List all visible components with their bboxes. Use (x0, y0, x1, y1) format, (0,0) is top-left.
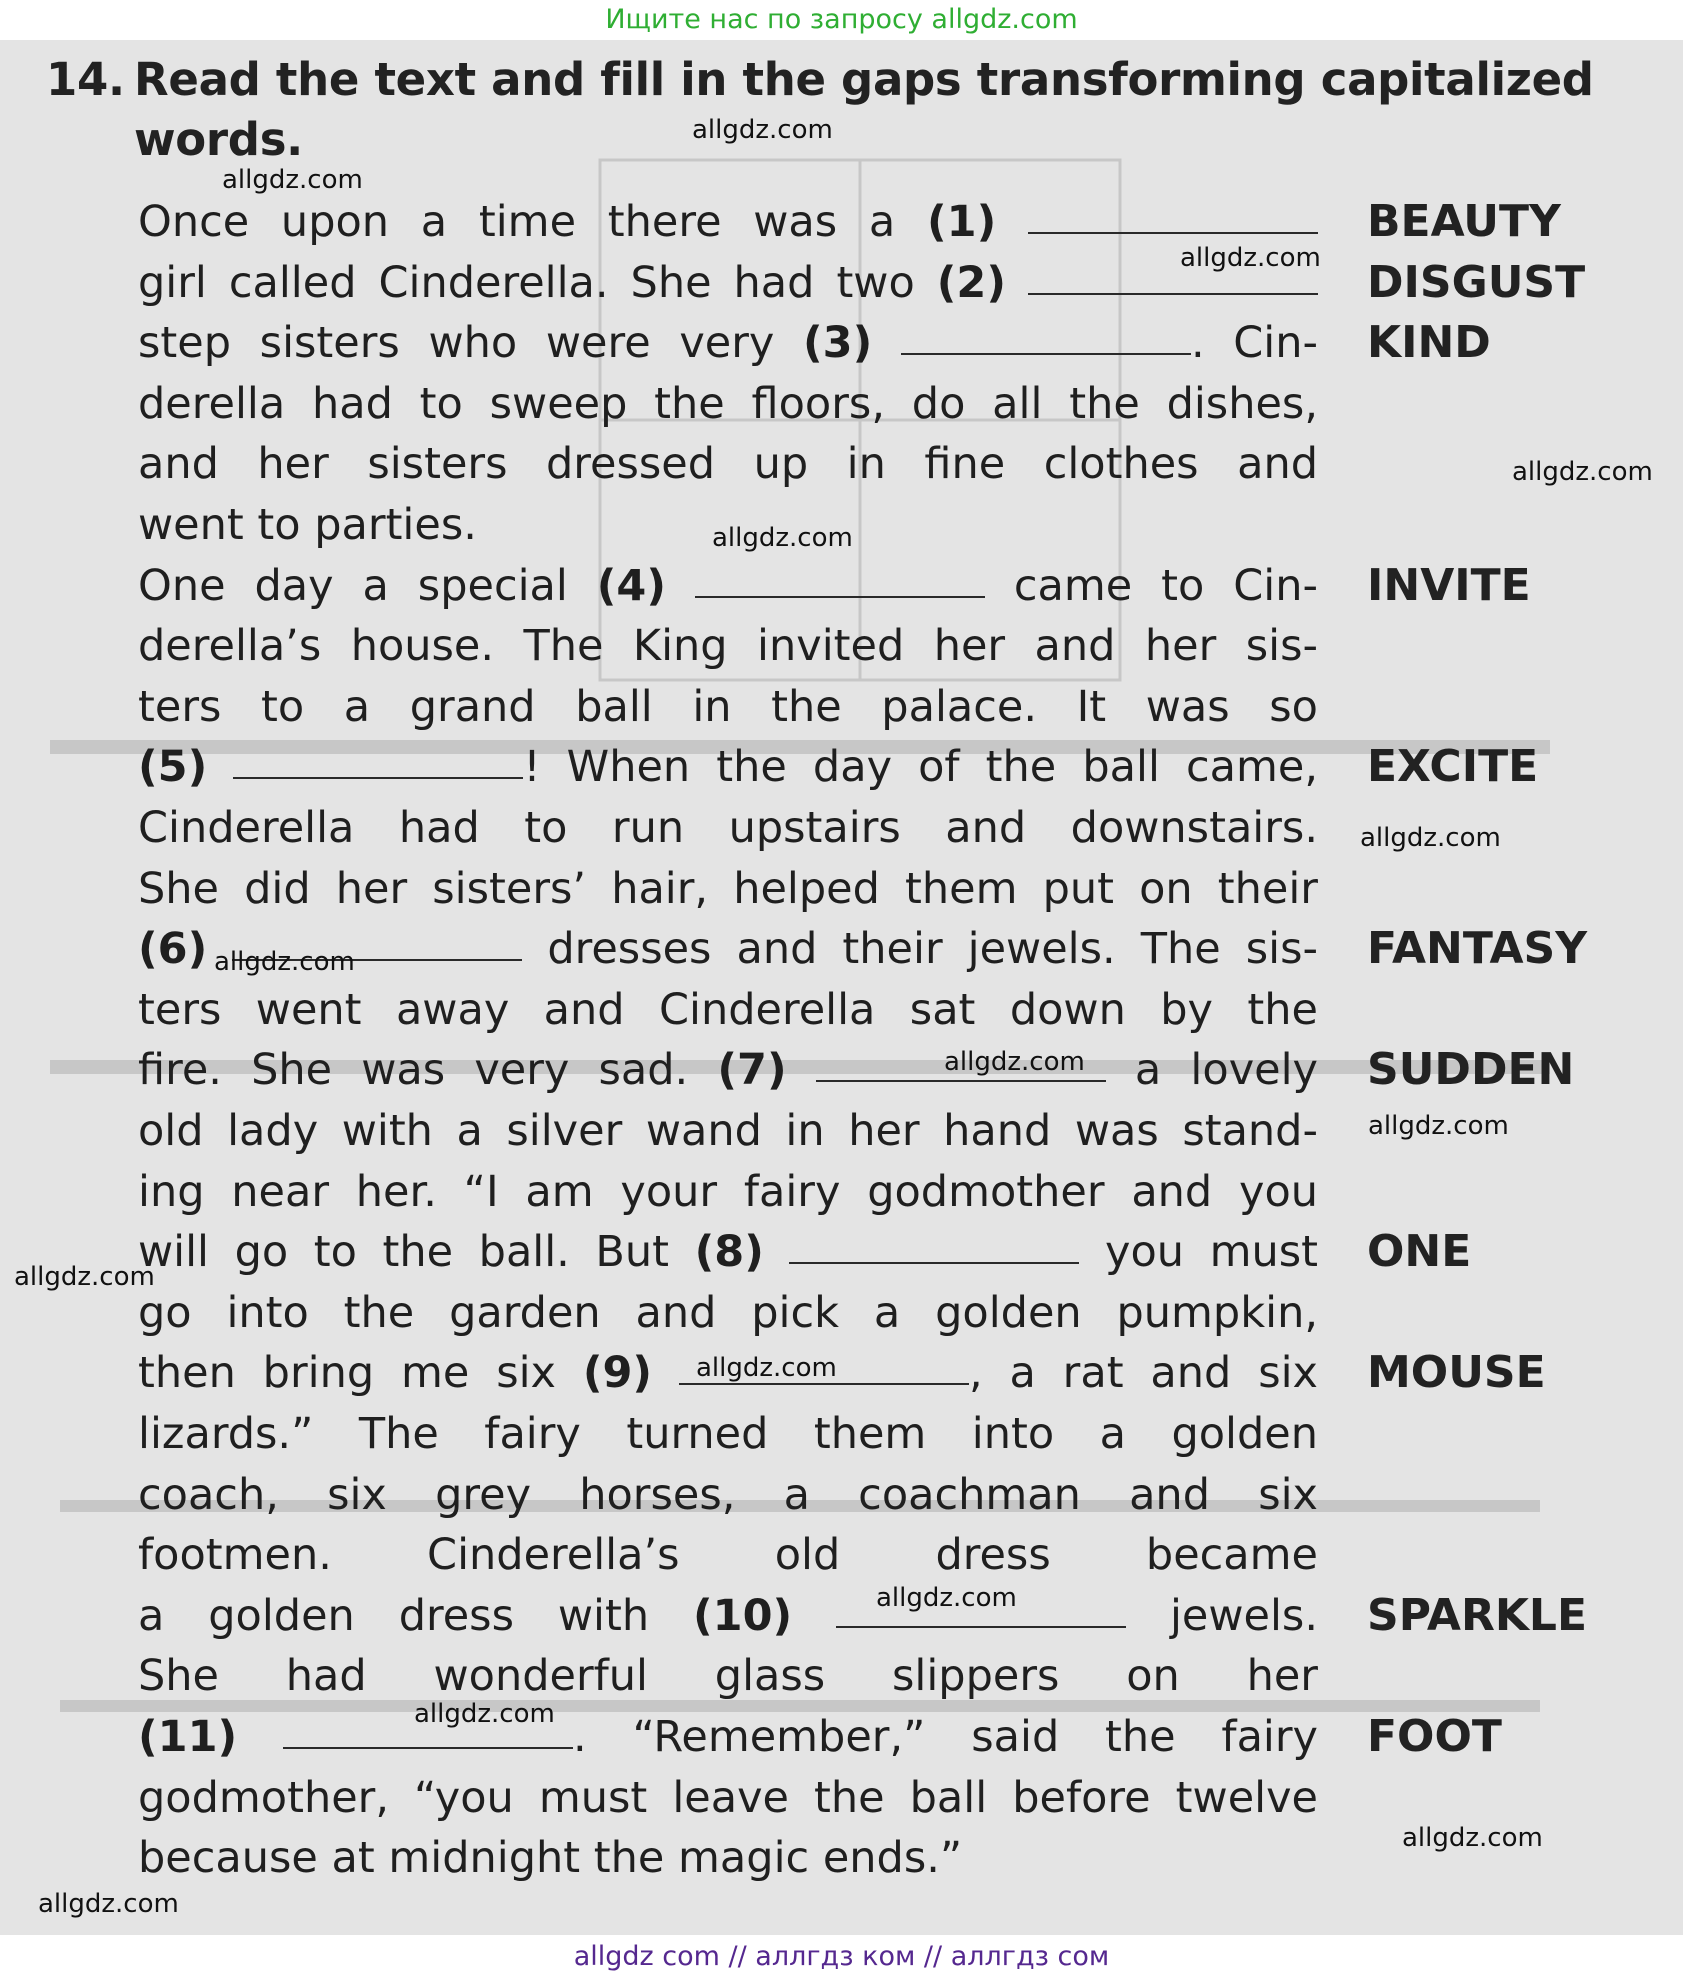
passage-text: dresses and their jewels. The sis- (522, 924, 1318, 975)
passage-text: ters to a grand ball in the palace. It was so (138, 681, 1318, 732)
passage-line (138, 616, 1318, 676)
top-banner[interactable]: Ищите нас по запросу allgdz.com (0, 0, 1683, 40)
passage-line (138, 1222, 1318, 1282)
passage-line (138, 192, 1318, 252)
passage-text: One day a special (138, 560, 597, 611)
passage-text: Once upon a time there was a (138, 197, 928, 247)
watermark: allgdz.com (712, 523, 853, 553)
watermark: allgdz.com (1360, 823, 1501, 853)
passage-text: fire. She was very sad. (138, 1045, 718, 1096)
passage-text: a lovely (1105, 1045, 1318, 1096)
passage-text: She had wonderful glass slippers on her (138, 1651, 1318, 1702)
capitalized-word: EXCITE (1367, 741, 1539, 793)
passage-line (138, 1768, 1318, 1828)
passage-line (138, 1525, 1318, 1585)
passage-line (138, 798, 1318, 858)
gap-number: (10) (693, 1590, 793, 1641)
passage-text: godmother, “you must leave the ball before twelve (138, 1772, 1318, 1823)
passage-line (138, 1101, 1318, 1161)
capitalized-word: BEAUTY (1367, 196, 1561, 247)
exercise-heading (46, 50, 1656, 170)
gap-number: (11) (138, 1712, 238, 1762)
gap-number: (4) (596, 560, 667, 611)
watermark: allgdz.com (222, 165, 363, 195)
gap-number: (7) (717, 1045, 787, 1096)
passage-text: girl called Cinderella. She had two (138, 257, 937, 308)
watermark: allgdz.com (1512, 457, 1653, 487)
passage-text: a golden dress with (138, 1590, 693, 1641)
passage-line (138, 434, 1318, 494)
passage-line (138, 1586, 1318, 1646)
capitalized-word: KIND (1367, 317, 1491, 369)
gap-number: (5) (138, 742, 208, 793)
passage-text: ters went away and Cinderella sat down by the (138, 984, 1318, 1035)
capitalized-word: INVITE (1367, 559, 1531, 611)
passage-line (138, 677, 1318, 737)
passage-line (138, 556, 1318, 616)
passage-text: you must (1079, 1227, 1318, 1278)
bottom-banner[interactable]: allgdz com // аллгдз ком // аллгдз сом (0, 1935, 1683, 1979)
passage-text: lizards.” The fairy turned them into a golden (138, 1409, 1318, 1459)
fill-in-gap[interactable] (1028, 289, 1318, 295)
passage-line (138, 1404, 1318, 1464)
watermark: allgdz.com (414, 1699, 555, 1729)
passage-line (138, 1707, 1318, 1767)
fill-in-gap[interactable] (1028, 228, 1318, 234)
capitalized-word: ONE (1367, 1226, 1472, 1278)
passage-text: jewels. (1126, 1590, 1318, 1641)
passage-text: go into the garden and pick a golden pumpkin, (138, 1287, 1318, 1338)
passage-text: then bring me six (138, 1348, 583, 1399)
watermark: allgdz.com (1180, 243, 1321, 273)
passage-text: derella had to sweep the floors, do all the dishes, (138, 378, 1318, 429)
capitalized-word: FANTASY (1367, 923, 1588, 975)
passage-text: will go to the ball. But (138, 1227, 695, 1278)
passage-line (138, 313, 1318, 373)
watermark: allgdz.com (38, 1889, 179, 1919)
passage-line (138, 859, 1318, 919)
passage-text: . Cin- (1190, 318, 1319, 369)
passage-line (138, 253, 1318, 313)
watermark: allgdz.com (692, 115, 833, 145)
passage-line (138, 980, 1318, 1040)
capitalized-word: FOOT (1367, 1711, 1502, 1762)
watermark: allgdz.com (14, 1262, 155, 1292)
capitalized-word: SPARKLE (1367, 1589, 1588, 1641)
gap-number: (2) (936, 257, 1007, 308)
passage-text: derella’s house. The King invited her and her sis- (138, 621, 1318, 672)
fill-in-gap[interactable] (789, 1258, 1079, 1264)
passage-line (138, 374, 1318, 434)
passage-text: Cinderella had to run upstairs and downstairs. (138, 803, 1318, 853)
passage-line (138, 1162, 1318, 1222)
passage-line (138, 1040, 1318, 1100)
passage-text: went to parties. (138, 500, 477, 550)
passage-text: came to Cin- (984, 560, 1318, 611)
gap-number: (8) (694, 1227, 764, 1278)
passage-line (138, 737, 1318, 797)
passage-text: coach, six grey horses, a coachman and six (138, 1469, 1318, 1520)
fill-in-gap[interactable] (283, 1743, 573, 1749)
gap-number: (6) (138, 924, 208, 975)
passage-text: ! When the day of the ball came, (523, 742, 1318, 793)
passage-line (138, 1828, 1318, 1888)
gap-number: (9) (582, 1348, 653, 1399)
passage-text: footmen. Cinderella’s old dress became (138, 1530, 1318, 1581)
passage-text: old lady with a silver wand in her hand was stand- (138, 1106, 1318, 1156)
passage-text: and her sisters dressed up in fine clothes and (138, 439, 1318, 490)
capitalized-word: SUDDEN (1367, 1044, 1575, 1096)
passage-line (138, 1465, 1318, 1525)
watermark: allgdz.com (876, 1583, 1017, 1613)
watermark: allgdz.com (214, 947, 355, 977)
watermark: allgdz.com (696, 1353, 837, 1383)
passage-text: because at midnight the magic ends.” (138, 1833, 963, 1884)
passage-text: ing near her. “I am your fairy godmother and you (138, 1166, 1318, 1217)
fill-in-gap[interactable] (233, 773, 523, 779)
fill-in-gap[interactable] (836, 1622, 1126, 1628)
passage-text: step sisters who were very (138, 318, 804, 369)
exercise-title-line2: words. (134, 113, 303, 166)
passage-line (138, 1283, 1318, 1343)
watermark: allgdz.com (944, 1047, 1085, 1077)
exercise-title-line1: Read the text and fill in the gaps transforming capitalized (134, 53, 1594, 106)
passage-text: . “Remember,” said the fairy (572, 1712, 1318, 1762)
capitalized-word: MOUSE (1367, 1347, 1546, 1399)
capitalized-word: DISGUST (1367, 256, 1586, 308)
fill-in-gap[interactable] (695, 592, 985, 598)
passage-text: , a rat and six (968, 1348, 1318, 1399)
gap-number: (3) (803, 318, 873, 369)
passage-text: She did her sisters’ hair, helped them put on their (138, 863, 1318, 914)
gap-number: (1) (927, 197, 997, 247)
watermark: allgdz.com (1402, 1823, 1543, 1853)
exercise-number: 14. (46, 53, 125, 106)
passage-line (138, 1646, 1318, 1706)
watermark: allgdz.com (1368, 1111, 1509, 1141)
fill-in-gap[interactable] (901, 349, 1191, 355)
